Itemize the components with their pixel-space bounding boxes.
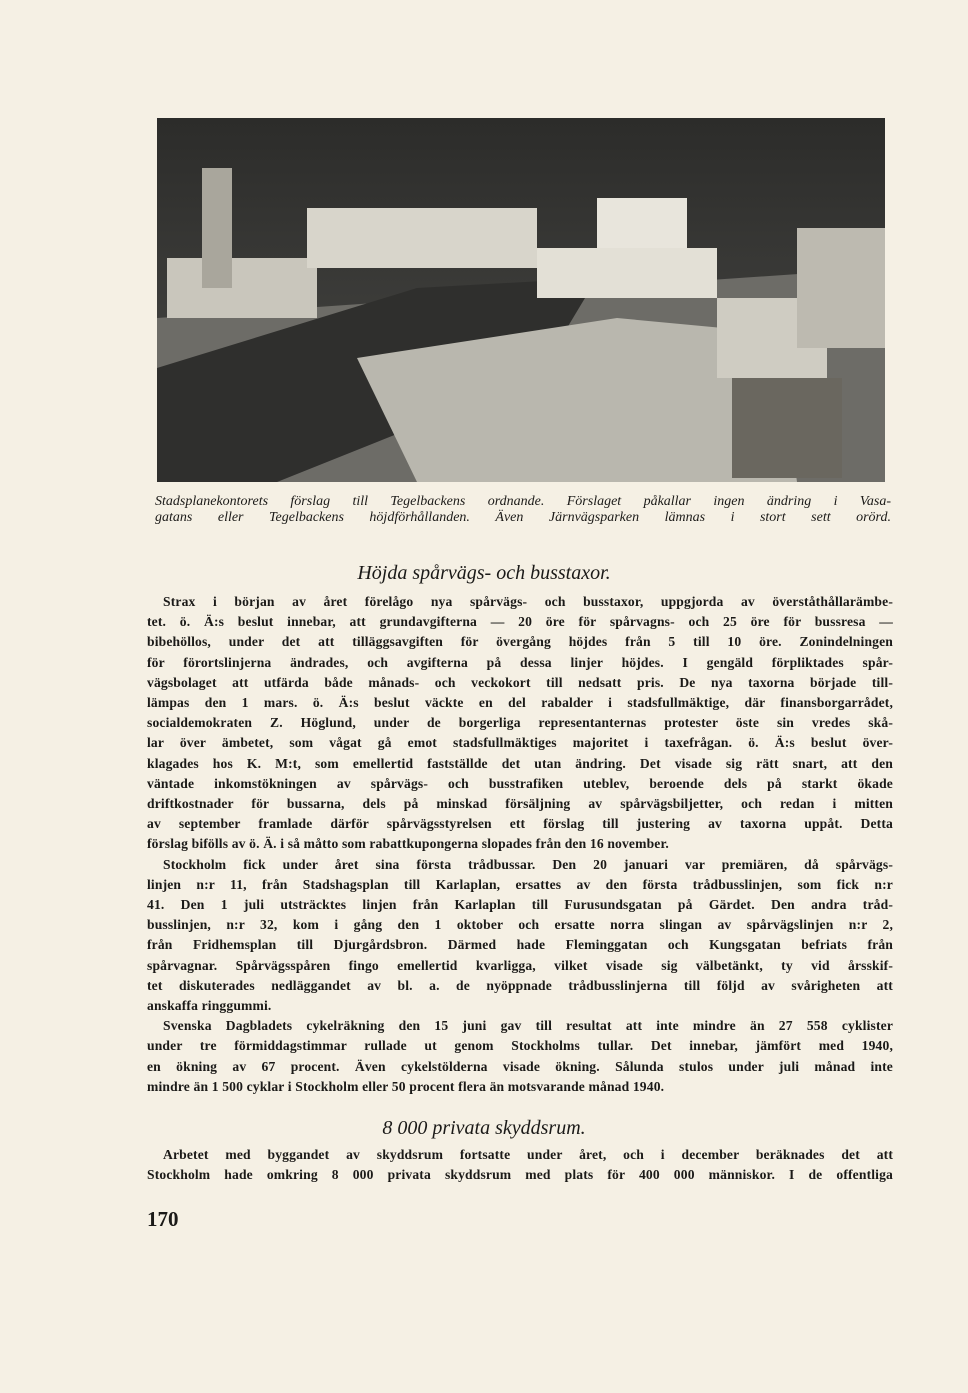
photo-caption [155,494,891,526]
text-line: vägsbolaget att utfärda både månads- och veckokort till nedsatt pris. De nya taxorna började till- [147,674,893,690]
text-line: från Fridhemsplan till Djurgårdsbron. Därmed hade Fleminggatan och Kungsgatan befriats från [147,937,893,953]
text-line: lar över ämbetet, som vågat gå emot stadsfullmäktiges majoritet i taxefrågan. ö. Ä:s beslut över- [147,735,893,751]
caption-line: gatans eller Tegelbackens höjdförhållanden. Även Järnvägsparken lämnas i stort sett orörd. [155,510,891,525]
text-line: förslag bifölls av ö. Ä. i så måtto som rabattkupongerna slopades från den 16 november. [147,836,669,852]
text-line: mindre än 1 500 cyklar i Stockholm eller 50 procent flera än motsvarande månad 1940. [147,1078,665,1094]
text-line: lämpas den 1 mars. ö. Ä:s beslut väckte en del rabalder i stadsfullmäktige, där finansborgarrådet, [147,695,893,711]
section2-body [147,1145,893,1185]
text-line: Svenska Dagbladets cykelräkning den 15 juni gav till resultat att inte mindre än 27 558 cyklister [163,1018,893,1034]
section1-body [147,592,893,1097]
text-line: väntade inkomstökningen av spårvägs- och busstrafiken uteblev, beroende dels på starkt ökade [147,775,893,791]
caption-line: Stadsplanekontorets förslag till Tegelbackens ordnande. Förslaget påkallar ingen ändring i Vasa- [155,494,891,509]
text-line: Strax i början av året förelågo nya spårvägs- och busstaxor, uppgjorda av överståthållarämbe- [163,594,893,609]
text-line: linjen n:r 11, från Stadshagsplan till Karlaplan, ersattes av den första trådbusslinjen, som fick n:r [147,876,893,892]
section-heading-tram-bus-fares: Höjda spårvägs- och busstaxor. [357,562,611,584]
text-line: klagades hos K. M:t, som emellertid fastställde det utan ändring. Det visade sig rätt snart, att den [147,755,893,771]
text-line: av september framlade därför spårvägsstyrelsen ett förslag till justering av taxorna uppåt. Detta [147,816,893,832]
text-line: spårvagnar. Spårvägsspåren fingo emellertid kvarligga, vilket visade sig välbetänkt, ty vid årsskif- [147,957,893,973]
text-line: anskaffa ringgummi. [147,998,272,1014]
text-line: bibehöllos, under det att tilläggsavgiften för övergång höjdes från 5 till 10 öre. Zonindelningen [147,634,893,650]
text-line: Arbetet med byggandet av skyddsrum fortsatte under året, och i december beräknades det att [163,1147,893,1162]
text-line: busslinjen, n:r 32, kom i gång den 1 oktober och ersatte norra slingan av spårvägslinjen n:r 2, [147,917,893,933]
text-line: en ökning av 67 procent. Även cykelstölderna visade ökning. Sålunda stulos under juli månad inte [147,1058,893,1074]
text-line: under tre förmiddagstimmar rullade ut genom Stockholms tullar. Det innebar, jämfört med 1940, [147,1038,893,1054]
page-number: 170 [147,1207,179,1231]
text-line: tet. ö. Ä:s beslut innebar, att grundavgifterna — 20 öre för spårvagns- och 25 öre för bussresa — [147,614,893,630]
architectural-model-photo [157,118,885,482]
text-line: socialdemokraten Z. Höglund, under de borgerliga representanternas protester öste sin vredes skå- [147,715,893,731]
text-line: driftkostnader för bussarna, dels på minskad försäljning av spårvägsbiljetter, och redan i mitten [147,796,893,812]
section-heading-shelters: 8 000 privata skyddsrum. [382,1117,586,1139]
text-line: 41. Den 1 juli utsträcktes linjen från Karlaplan till Furusundsgatan på Gärdet. Den andra tråd- [147,897,893,913]
text-line: Stockholm hade omkring 8 000 privata skyddsrum med plats för 400 000 människor. I de offentliga [147,1167,893,1183]
text-line: för förortslinjerna ändrades, och avgifterna på dessa linjer höjdes. I gengäld förpliktades spår- [147,654,893,670]
text-line: tet diskuterades nedläggandet av bl. a. de nyöppnade trådbusslinjerna till följd av svårigheten att [147,977,893,993]
text-line: Stockholm fick under året sina första trådbussar. Den 20 januari var premiären, då spårvägs- [163,856,893,872]
